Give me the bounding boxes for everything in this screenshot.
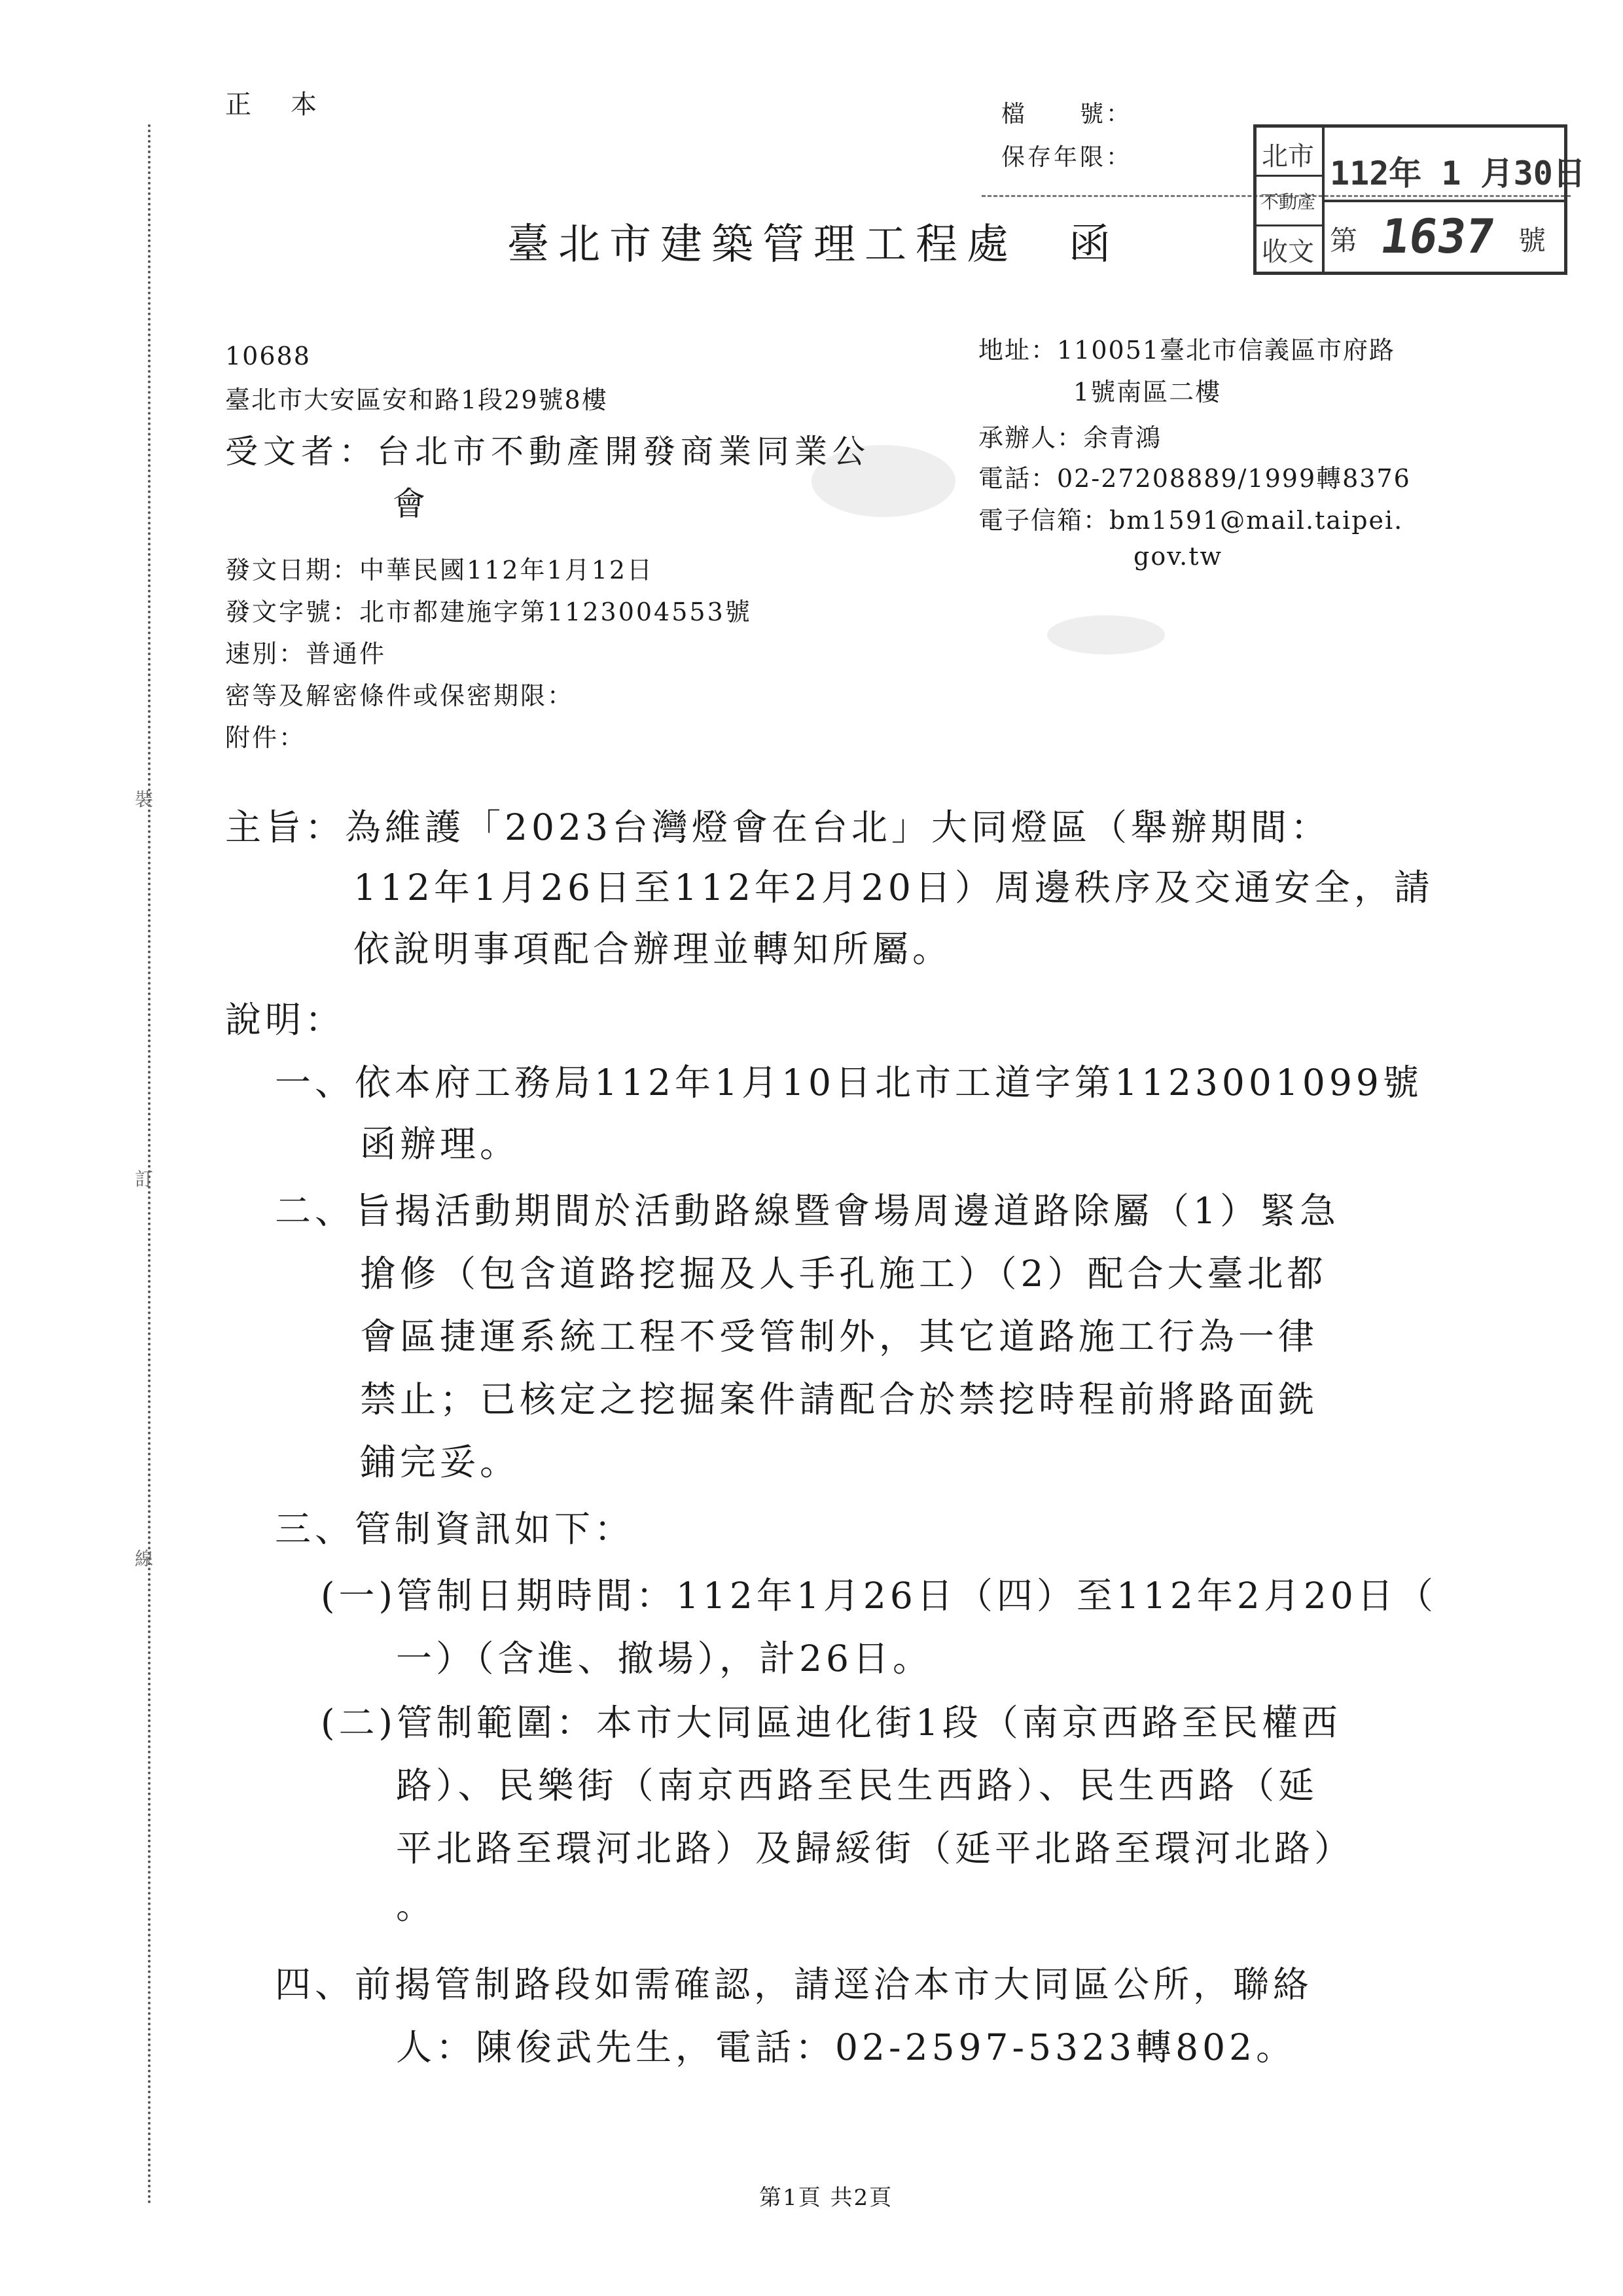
stamp-no-suffix: 號 [1518,224,1546,257]
stamp-divider [1322,200,1564,202]
subject-line-3: 依說明事項配合辦理並轉知所屬。 [353,928,953,970]
sender-phone: 電話：02-27208889/1999轉8376 [978,464,1411,493]
item-3a-line-1: (一)管制日期時間：112年1月26日（四）至112年2月20日（ [321,1575,1437,1617]
binding-mark-mid: 訂 [135,1168,154,1190]
received-stamp [1253,124,1586,275]
retention-label: 保存年限： [1001,144,1133,171]
item-2-line-4: 禁止；已核定之挖掘案件請配合於禁挖時程前將路面銑 [360,1378,1319,1420]
item-3-line-1: 三、管制資訊如下： [275,1508,635,1550]
stamp-city: 北市 [1262,141,1314,171]
subject-line-1: 主旨：為維護「2023台灣燈會在台北」大同燈區（舉辦期間： [225,806,1330,848]
stamp-number: 1637 [1377,209,1499,264]
explain-label: 說明： [225,999,346,1041]
sender-address-1: 地址：110051臺北市信義區市府路 [978,336,1396,365]
item-1-line-1: 一、依本府工務局112年1月10日北市工道字第1123001099號 [275,1062,1423,1103]
item-2-line-5: 鋪完妥。 [360,1441,520,1483]
document-title: 臺北市建築管理工程處 函 [507,221,1120,269]
item-3b-line-4: 。 [396,1885,437,1927]
recipient-address: 臺北市大安區安和路1段29號8樓 [225,386,608,414]
stamp-no-prefix: 第 [1330,224,1358,257]
meta-speed: 速別：普通件 [225,639,387,668]
sender-handler: 承辦人：余青鴻 [978,423,1162,452]
sender-email-2: gov.tw [1133,542,1223,571]
item-2-line-3: 會區捷運系統工程不受管制外，其它道路施工行為一律 [360,1316,1319,1357]
scan-smudge [1047,615,1165,655]
item-1-line-2: 函辦理。 [360,1123,520,1165]
item-3b-line-3: 平北路至環河北路）及歸綏街（延平北路至環河北路） [396,1827,1355,1869]
meta-attachment: 附件： [225,723,306,752]
item-3b-line-1: (二)管制範圍：本市大同區迪化街1段（南京西路至民權西 [321,1702,1342,1744]
item-2-line-2: 搶修（包含道路挖掘及人手孔施工）（2）配合大臺北都 [360,1253,1327,1295]
item-3a-line-2: 一）（含進、撤場），計26日。 [396,1638,933,1679]
meta-security: 密等及解密條件或保密期限： [225,681,575,710]
item-2-line-1: 二、旨揭活動期間於活動路線暨會場周邊道路除屬（1）緊急 [275,1190,1340,1232]
binding-mark-top: 裝 [135,789,154,810]
stamp-date: 112年 1 月30日 [1330,154,1586,192]
stamp-office: 不動產 [1260,191,1316,213]
item-3b-line-2: 路）、民樂街（南京西路至民生西路）、民生西路（延 [396,1765,1319,1806]
receiver-line-1: 受文者：台北市不動產開發商業同業公 [225,433,870,471]
subject-line-2: 112年1月26日至112年2月20日）周邊秩序及交通安全，請 [353,867,1434,908]
stamp-received: 收文 [1262,237,1314,267]
file-no-label: 檔 號： [1001,101,1133,128]
recipient-postal-code: 10688 [225,342,311,370]
sender-address-2: 1號南區二樓 [1073,378,1222,406]
receiver-line-2: 會 [393,485,431,523]
meta-date: 發文日期：中華民國112年1月12日 [225,556,654,584]
binding-mark-bottom: 線 [135,1548,154,1570]
page-number: 第1頁 共2頁 [759,2185,893,2211]
meta-doc-no: 發文字號：北市都建施字第1123004553號 [225,598,752,626]
copy-label: 正 本 [225,90,323,120]
stamp-divider [1257,175,1322,177]
item-4-line-2: 人：陳俊武先生，電話：02-2597-5323轉802。 [396,2026,1296,2068]
stamp-divider [1257,224,1322,226]
sender-email-1: 電子信箱：bm1591@mail.taipei. [978,506,1404,535]
item-4-line-1: 四、前揭管制路段如需確認，請逕洽本市大同區公所，聯絡 [275,1964,1313,2005]
